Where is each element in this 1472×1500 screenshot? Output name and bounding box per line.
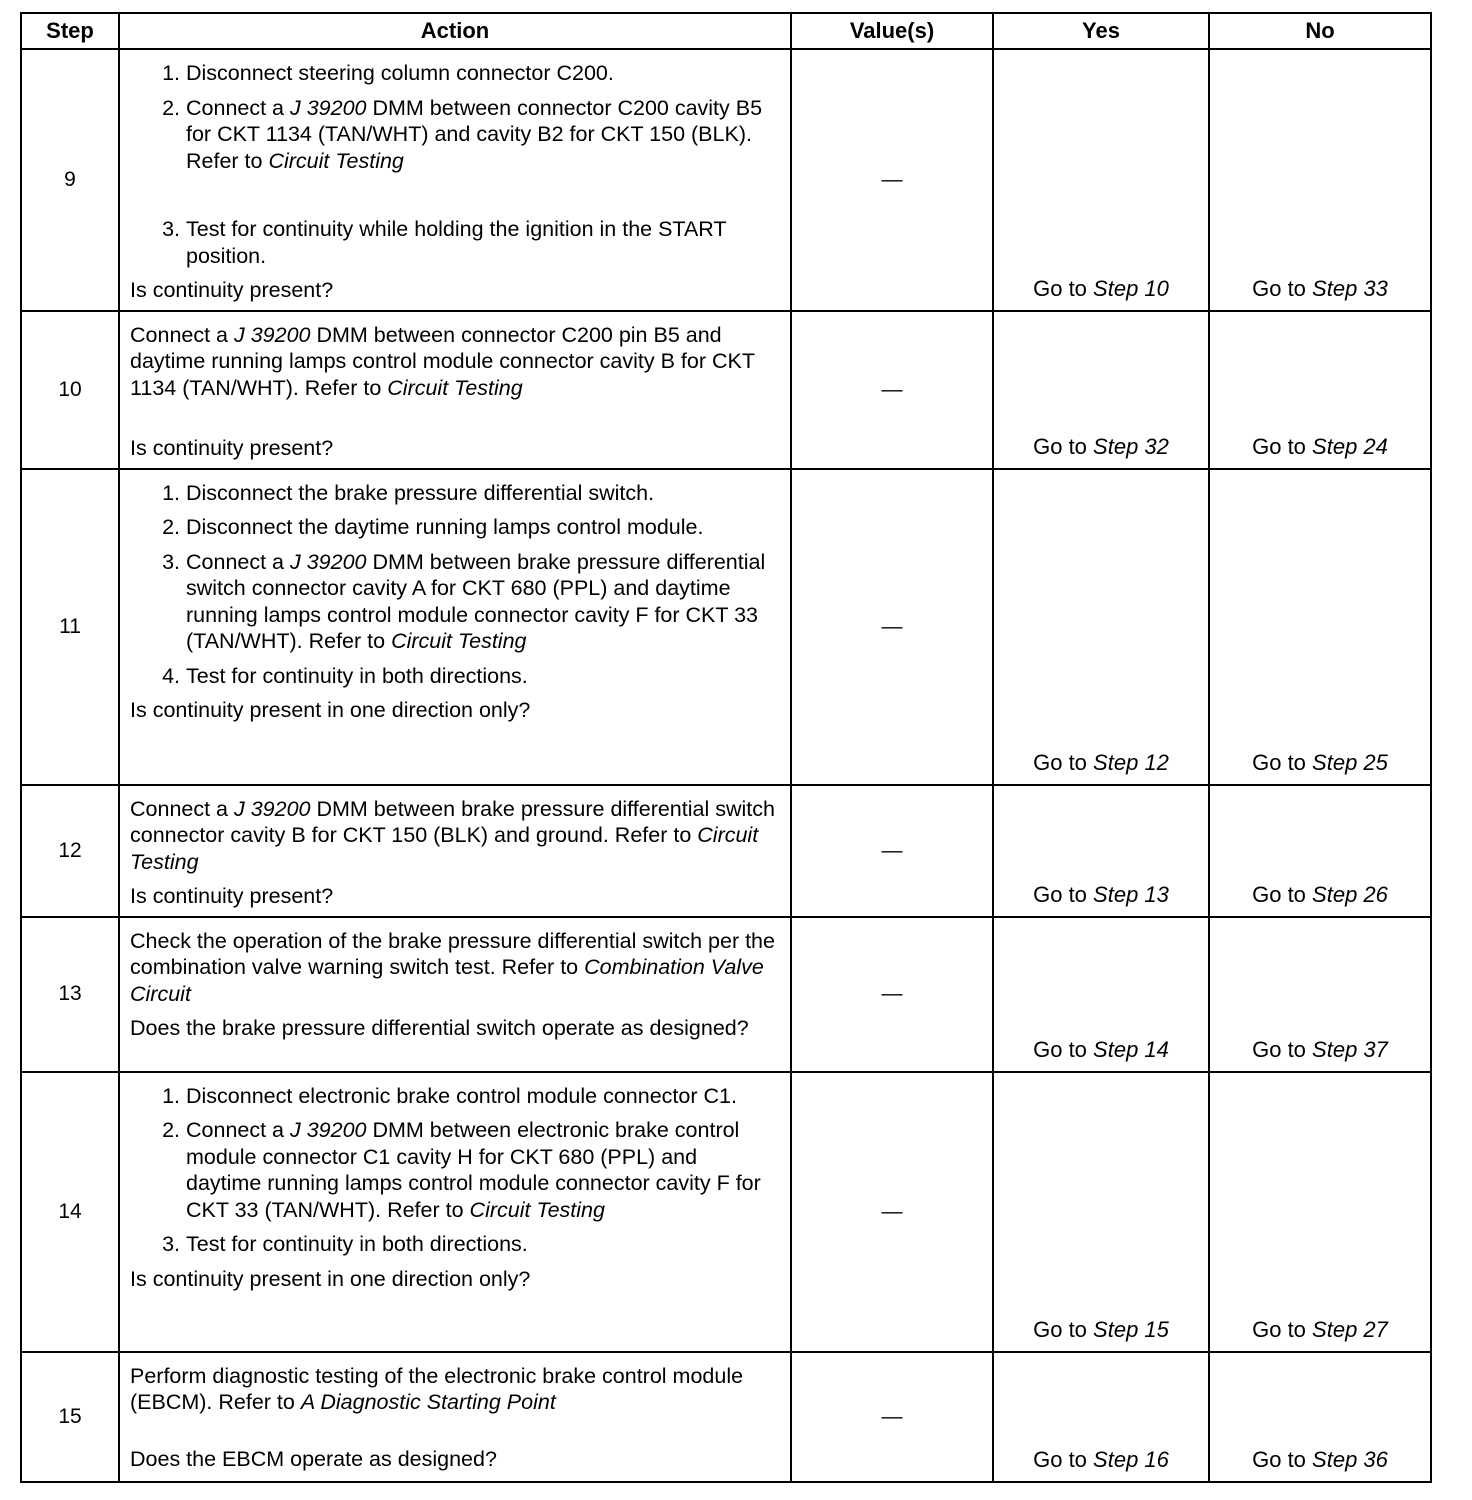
yes-cell: Go to Step 10	[993, 49, 1209, 311]
question: Is continuity present?	[130, 436, 334, 460]
action-cell	[119, 1352, 791, 1482]
reference-link[interactable]: Circuit Testing	[130, 823, 759, 874]
step-link[interactable]: Step 14	[1093, 1036, 1169, 1062]
yes-cell: Go to Step 32	[993, 311, 1209, 469]
step-link[interactable]: Step 26	[1312, 881, 1388, 907]
action-cell	[119, 49, 791, 311]
reference-link[interactable]: Combination Valve Circuit	[130, 955, 764, 1006]
value-cell: —	[791, 785, 993, 917]
step-number: 15	[21, 1352, 119, 1482]
action-text: Check the operation of the brake pressure differential switch per the combination valve warning switch test. Refer to Combination Valve Circuit	[130, 928, 775, 1006]
no-cell: Go to Step 37	[1209, 917, 1431, 1072]
yes-cell: Go to Step 15	[993, 1072, 1209, 1352]
action-item: 3. Connect a J 39200 DMM between brake pressure differential switch connector cavity A for CKT 680 (PPL) and daytime running lamps control module connector cavity F for CKT 33 (TAN/WHT). Refer to Circuit Testing	[186, 549, 778, 655]
step-link[interactable]: Step 36	[1312, 1446, 1388, 1472]
header-action: Action	[119, 13, 791, 49]
step-number: 10	[21, 311, 119, 469]
action-item: 3. Test for continuity in both directions.	[186, 1231, 778, 1258]
step-link[interactable]: Step 25	[1312, 749, 1388, 775]
header-values: Value(s)	[791, 13, 993, 49]
action-item: 1. Disconnect the brake pressure differential switch.	[186, 480, 778, 507]
table-row	[21, 1072, 1431, 1352]
yes-cell: Go to Step 13	[993, 785, 1209, 917]
reference-link[interactable]: Circuit Testing	[469, 1197, 605, 1222]
value-cell: —	[791, 1072, 993, 1352]
action-cell	[119, 469, 791, 785]
no-cell: Go to Step 25	[1209, 469, 1431, 785]
step-number: 11	[21, 469, 119, 785]
value-cell: —	[791, 917, 993, 1072]
question: Is continuity present in one direction only?	[130, 1266, 531, 1291]
question: Is continuity present?	[130, 278, 334, 302]
no-cell: Go to Step 27	[1209, 1072, 1431, 1352]
action-item: 4. Test for continuity in both directions.	[186, 663, 778, 690]
tool-ref: J 39200	[289, 95, 367, 120]
question: Is continuity present in one direction only?	[130, 698, 531, 722]
reference-link[interactable]: Circuit Testing	[387, 375, 523, 400]
reference-link[interactable]: A Diagnostic Starting Point	[300, 1390, 556, 1414]
action-item: 3. Test for continuity while holding the ignition in the START position.	[186, 216, 778, 269]
value-cell: —	[791, 49, 993, 311]
table-row	[21, 1352, 1431, 1482]
action-text: Perform diagnostic testing of the electronic brake control module (EBCM). Refer to A Diagnostic Starting Point	[130, 1363, 744, 1414]
action-cell	[119, 311, 791, 469]
no-cell: Go to Step 36	[1209, 1352, 1431, 1482]
header-yes: Yes	[993, 13, 1209, 49]
step-link[interactable]: Step 13	[1093, 881, 1169, 907]
question: Does the EBCM operate as designed?	[130, 1446, 497, 1471]
diagnostic-table	[20, 12, 1432, 1483]
table-row	[21, 311, 1431, 469]
step-number: 12	[21, 785, 119, 917]
header-step: Step	[21, 13, 119, 49]
value-cell: —	[791, 311, 993, 469]
action-text: Connect a J 39200 DMM between connector C200 pin B5 and daytime running lamps control module connector cavity B for CKT 1134 (TAN/WHT). Refer to Circuit Testing	[130, 322, 755, 400]
step-link[interactable]: Step 12	[1093, 749, 1169, 775]
table-row	[21, 785, 1431, 917]
yes-cell: Go to Step 14	[993, 917, 1209, 1072]
reference-link[interactable]: Circuit Testing	[391, 629, 527, 653]
value-cell: —	[791, 1352, 993, 1482]
table-row	[21, 469, 1431, 785]
step-link[interactable]: Step 15	[1093, 1316, 1169, 1342]
action-item: 2. Disconnect the daytime running lamps control module.	[186, 514, 778, 541]
no-cell: Go to Step 33	[1209, 49, 1431, 311]
action-item: 1. Disconnect electronic brake control module connector C1.	[186, 1083, 778, 1110]
action-cell	[119, 1072, 791, 1352]
yes-cell: Go to Step 12	[993, 469, 1209, 785]
step-link[interactable]: Step 24	[1312, 433, 1388, 459]
step-number: 14	[21, 1072, 119, 1352]
action-item: 1. Disconnect steering column connector C200.	[186, 60, 778, 87]
value-cell: —	[791, 469, 993, 785]
yes-cell: Go to Step 16	[993, 1352, 1209, 1482]
header-row	[21, 13, 1431, 49]
table-row	[21, 49, 1431, 311]
step-link[interactable]: Step 37	[1312, 1036, 1388, 1062]
question: Does the brake pressure differential switch operate as designed?	[130, 1016, 749, 1040]
question: Is continuity present?	[130, 884, 334, 908]
action-text: Connect a J 39200 DMM between brake pressure differential switch connector cavity B for CKT 150 (BLK) and ground. Refer to Circuit Testing	[130, 796, 775, 874]
action-cell	[119, 785, 791, 917]
no-cell: Go to Step 26	[1209, 785, 1431, 917]
step-link[interactable]: Step 27	[1312, 1316, 1388, 1342]
step-link[interactable]: Step 32	[1093, 433, 1169, 459]
step-number: 9	[21, 49, 119, 311]
action-cell	[119, 917, 791, 1072]
header-no: No	[1209, 13, 1431, 49]
table-row	[21, 917, 1431, 1072]
step-link[interactable]: Step 10	[1093, 275, 1169, 301]
action-item: 2. Connect a J 39200 DMM between electronic brake control module connector C1 cavity H for CKT 680 (PPL) and daytime running lamps control module connector cavity F for CKT 33 (TAN/WHT). Refer to Circuit Testing	[186, 1117, 778, 1223]
action-item: 2. Connect a J 39200 DMM between connector C200 cavity B5 for CKT 1134 (TAN/WHT) and cavity B2 for CKT 150 (BLK). Refer to Circuit Testing	[186, 95, 778, 209]
step-link[interactable]: Step 33	[1312, 275, 1388, 301]
reference-link[interactable]: Circuit Testing	[268, 148, 404, 173]
step-number: 13	[21, 917, 119, 1072]
no-cell: Go to Step 24	[1209, 311, 1431, 469]
step-link[interactable]: Step 16	[1093, 1446, 1169, 1472]
